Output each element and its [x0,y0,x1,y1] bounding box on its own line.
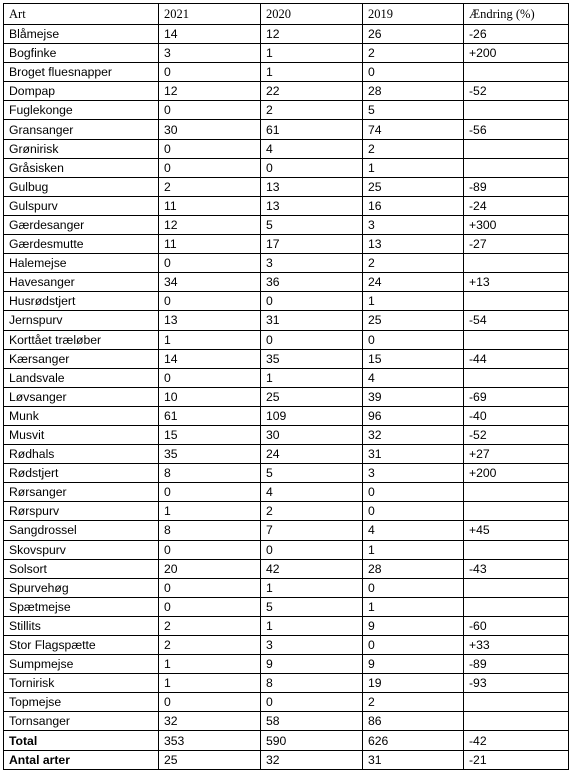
species-name: Fuglekonge [4,101,159,120]
species-name: Havesanger [4,273,159,292]
change-percent [464,330,569,349]
change-percent: -52 [464,82,569,101]
count-2020: 13 [261,177,363,196]
change-percent: +33 [464,636,569,655]
species-name: Sangdrossel [4,521,159,540]
change-percent: -89 [464,655,569,674]
count-2021: 14 [159,349,261,368]
table-row [4,693,569,712]
total-2019: 626 [363,731,464,750]
table-row [4,215,569,234]
count-2019: 9 [363,616,464,635]
count-2020: 17 [261,235,363,254]
count-2021: 8 [159,521,261,540]
change-percent: -26 [464,25,569,44]
count-2021: 0 [159,254,261,273]
count-2019: 2 [363,693,464,712]
count-2021: 11 [159,235,261,254]
change-percent: -44 [464,349,569,368]
species-name: Tornirisk [4,674,159,693]
species-name: Musvit [4,425,159,444]
species-name: Munk [4,406,159,425]
count-2021: 2 [159,636,261,655]
species-name: Spurvehøg [4,578,159,597]
count-2020: 0 [261,158,363,177]
count-2020: 61 [261,120,363,139]
total-change: -42 [464,731,569,750]
count-2020: 9 [261,655,363,674]
count-2020: 22 [261,82,363,101]
count-2019: 4 [363,521,464,540]
table-row [4,349,569,368]
species-name: Rødhals [4,445,159,464]
table-row [4,712,569,731]
count-2020: 2 [261,101,363,120]
change-percent [464,63,569,82]
header-2019: 2019 [363,4,464,25]
table-row [4,483,569,502]
table-row [4,425,569,444]
count-2019: 39 [363,387,464,406]
table-row [4,158,569,177]
count-2021: 14 [159,25,261,44]
species-name: Gærdesanger [4,215,159,234]
total-2020: 590 [261,731,363,750]
header-2020: 2020 [261,4,363,25]
total-2021: 353 [159,731,261,750]
table-row [4,674,569,693]
count-2019: 19 [363,674,464,693]
table-row [4,177,569,196]
table-row [4,406,569,425]
count-2021: 32 [159,712,261,731]
table-row [4,311,569,330]
count-2020: 1 [261,63,363,82]
count-2019: 0 [363,636,464,655]
species-name: Gransanger [4,120,159,139]
table-row [4,330,569,349]
count-2019: 1 [363,597,464,616]
count-2021: 0 [159,292,261,311]
count-2021: 13 [159,311,261,330]
count-2019: 0 [363,502,464,521]
change-percent [464,139,569,158]
count-2021: 34 [159,273,261,292]
species-count-change: -21 [464,750,569,769]
species-name: Halemejse [4,254,159,273]
species-name: Blåmejse [4,25,159,44]
count-2019: 2 [363,254,464,273]
count-2021: 2 [159,177,261,196]
count-2021: 0 [159,101,261,120]
species-count-2020: 32 [261,750,363,769]
count-2020: 31 [261,311,363,330]
count-2020: 5 [261,215,363,234]
species-name: Topmejse [4,693,159,712]
count-2020: 24 [261,445,363,464]
species-name: Rørsanger [4,483,159,502]
change-percent [464,578,569,597]
count-2021: 0 [159,63,261,82]
count-2020: 0 [261,540,363,559]
count-2021: 0 [159,139,261,158]
count-2019: 28 [363,82,464,101]
species-name: Spætmejse [4,597,159,616]
count-2020: 8 [261,674,363,693]
count-2019: 3 [363,215,464,234]
count-2019: 32 [363,425,464,444]
count-2020: 5 [261,464,363,483]
change-percent [464,693,569,712]
table-row [4,559,569,578]
species-name: Gærdesmutte [4,235,159,254]
count-2019: 25 [363,177,464,196]
count-2021: 0 [159,540,261,559]
change-percent: +300 [464,215,569,234]
species-name: Grønirisk [4,139,159,158]
table-row [4,235,569,254]
species-name: Dompap [4,82,159,101]
count-2021: 35 [159,445,261,464]
count-2020: 13 [261,196,363,215]
count-2020: 36 [261,273,363,292]
count-2021: 8 [159,464,261,483]
table-row [4,82,569,101]
change-percent [464,292,569,311]
table-body [4,25,569,731]
change-percent [464,712,569,731]
change-percent: +200 [464,44,569,63]
species-name: Kærsanger [4,349,159,368]
count-2019: 0 [363,63,464,82]
count-2021: 0 [159,158,261,177]
total-label: Total [4,731,159,750]
count-2020: 5 [261,597,363,616]
change-percent: +13 [464,273,569,292]
count-2019: 1 [363,540,464,559]
change-percent: +27 [464,445,569,464]
change-percent [464,158,569,177]
table-row [4,387,569,406]
change-percent: -27 [464,235,569,254]
species-name: Jernspurv [4,311,159,330]
table-row [4,655,569,674]
count-2019: 24 [363,273,464,292]
count-2020: 1 [261,578,363,597]
table-row [4,254,569,273]
change-percent: -24 [464,196,569,215]
count-2020: 3 [261,636,363,655]
change-percent: -52 [464,425,569,444]
species-name: Gråsisken [4,158,159,177]
species-name: Landsvale [4,368,159,387]
count-2021: 1 [159,655,261,674]
table-row [4,101,569,120]
count-2020: 30 [261,425,363,444]
count-2019: 15 [363,349,464,368]
change-percent: +200 [464,464,569,483]
table-row [4,292,569,311]
species-count-row [4,750,569,769]
count-2020: 25 [261,387,363,406]
count-2020: 0 [261,292,363,311]
count-2019: 25 [363,311,464,330]
change-percent [464,368,569,387]
table-row [4,273,569,292]
table-row [4,636,569,655]
count-2020: 0 [261,693,363,712]
change-percent [464,483,569,502]
table-row [4,63,569,82]
table-row [4,368,569,387]
count-2020: 7 [261,521,363,540]
count-2019: 0 [363,330,464,349]
count-2020: 3 [261,254,363,273]
count-2021: 0 [159,578,261,597]
species-name: Stillits [4,616,159,635]
count-2019: 0 [363,578,464,597]
count-2020: 4 [261,483,363,502]
table-row [4,597,569,616]
table-row [4,196,569,215]
total-row [4,731,569,750]
table-row [4,445,569,464]
count-2021: 1 [159,330,261,349]
change-percent [464,540,569,559]
count-2019: 1 [363,158,464,177]
table-row [4,521,569,540]
count-2019: 86 [363,712,464,731]
count-2021: 15 [159,425,261,444]
table-row [4,139,569,158]
count-2021: 0 [159,483,261,502]
count-2021: 20 [159,559,261,578]
count-2021: 12 [159,215,261,234]
change-percent: -93 [464,674,569,693]
count-2019: 9 [363,655,464,674]
species-count-label: Antal arter [4,750,159,769]
change-percent: -54 [464,311,569,330]
count-2019: 1 [363,292,464,311]
species-name: Løvsanger [4,387,159,406]
count-2019: 3 [363,464,464,483]
species-count-2019: 31 [363,750,464,769]
count-2020: 12 [261,25,363,44]
count-2020: 2 [261,502,363,521]
table-row [4,44,569,63]
count-2019: 26 [363,25,464,44]
count-2019: 2 [363,44,464,63]
count-2020: 35 [261,349,363,368]
count-2019: 2 [363,139,464,158]
count-2020: 1 [261,368,363,387]
species-name: Sumpmejse [4,655,159,674]
header-2021: 2021 [159,4,261,25]
count-2021: 61 [159,406,261,425]
species-name: Korttået træløber [4,330,159,349]
count-2020: 0 [261,330,363,349]
count-2021: 0 [159,368,261,387]
table-row [4,464,569,483]
count-2021: 1 [159,502,261,521]
species-name: Rørspurv [4,502,159,521]
table-row [4,120,569,139]
header-change: Ændring (%) [464,4,569,25]
count-2020: 58 [261,712,363,731]
change-percent: -43 [464,559,569,578]
count-2019: 13 [363,235,464,254]
species-name: Gulspurv [4,196,159,215]
table-row [4,25,569,44]
count-2020: 4 [261,139,363,158]
change-percent [464,502,569,521]
species-name: Husrødstjert [4,292,159,311]
species-name: Stor Flagspætte [4,636,159,655]
header-row [4,4,569,25]
species-name: Solsort [4,559,159,578]
change-percent [464,254,569,273]
change-percent: -56 [464,120,569,139]
count-2021: 11 [159,196,261,215]
change-percent: -69 [464,387,569,406]
count-2019: 0 [363,483,464,502]
count-2019: 28 [363,559,464,578]
table-row [4,540,569,559]
count-2021: 3 [159,44,261,63]
species-name: Rødstjert [4,464,159,483]
count-2019: 5 [363,101,464,120]
species-count-2021: 25 [159,750,261,769]
count-2019: 31 [363,445,464,464]
species-name: Gulbug [4,177,159,196]
bird-count-table-container [3,3,569,770]
count-2019: 96 [363,406,464,425]
species-name: Skovspurv [4,540,159,559]
count-2021: 10 [159,387,261,406]
table-row [4,578,569,597]
change-percent: -60 [464,616,569,635]
change-percent: -89 [464,177,569,196]
change-percent: +45 [464,521,569,540]
count-2020: 42 [261,559,363,578]
change-percent [464,101,569,120]
count-2019: 4 [363,368,464,387]
count-2021: 12 [159,82,261,101]
count-2021: 0 [159,597,261,616]
change-percent [464,597,569,616]
count-2020: 1 [261,44,363,63]
table-row [4,502,569,521]
species-name: Broget fluesnapper [4,63,159,82]
count-2019: 16 [363,196,464,215]
count-2021: 0 [159,693,261,712]
count-2020: 1 [261,616,363,635]
species-name: Tornsanger [4,712,159,731]
count-2020: 109 [261,406,363,425]
table-row [4,616,569,635]
count-2019: 74 [363,120,464,139]
count-2021: 2 [159,616,261,635]
count-2021: 30 [159,120,261,139]
change-percent: -40 [464,406,569,425]
count-2021: 1 [159,674,261,693]
bird-count-table [3,3,569,770]
species-name: Bogfinke [4,44,159,63]
header-species: Art [4,4,159,25]
